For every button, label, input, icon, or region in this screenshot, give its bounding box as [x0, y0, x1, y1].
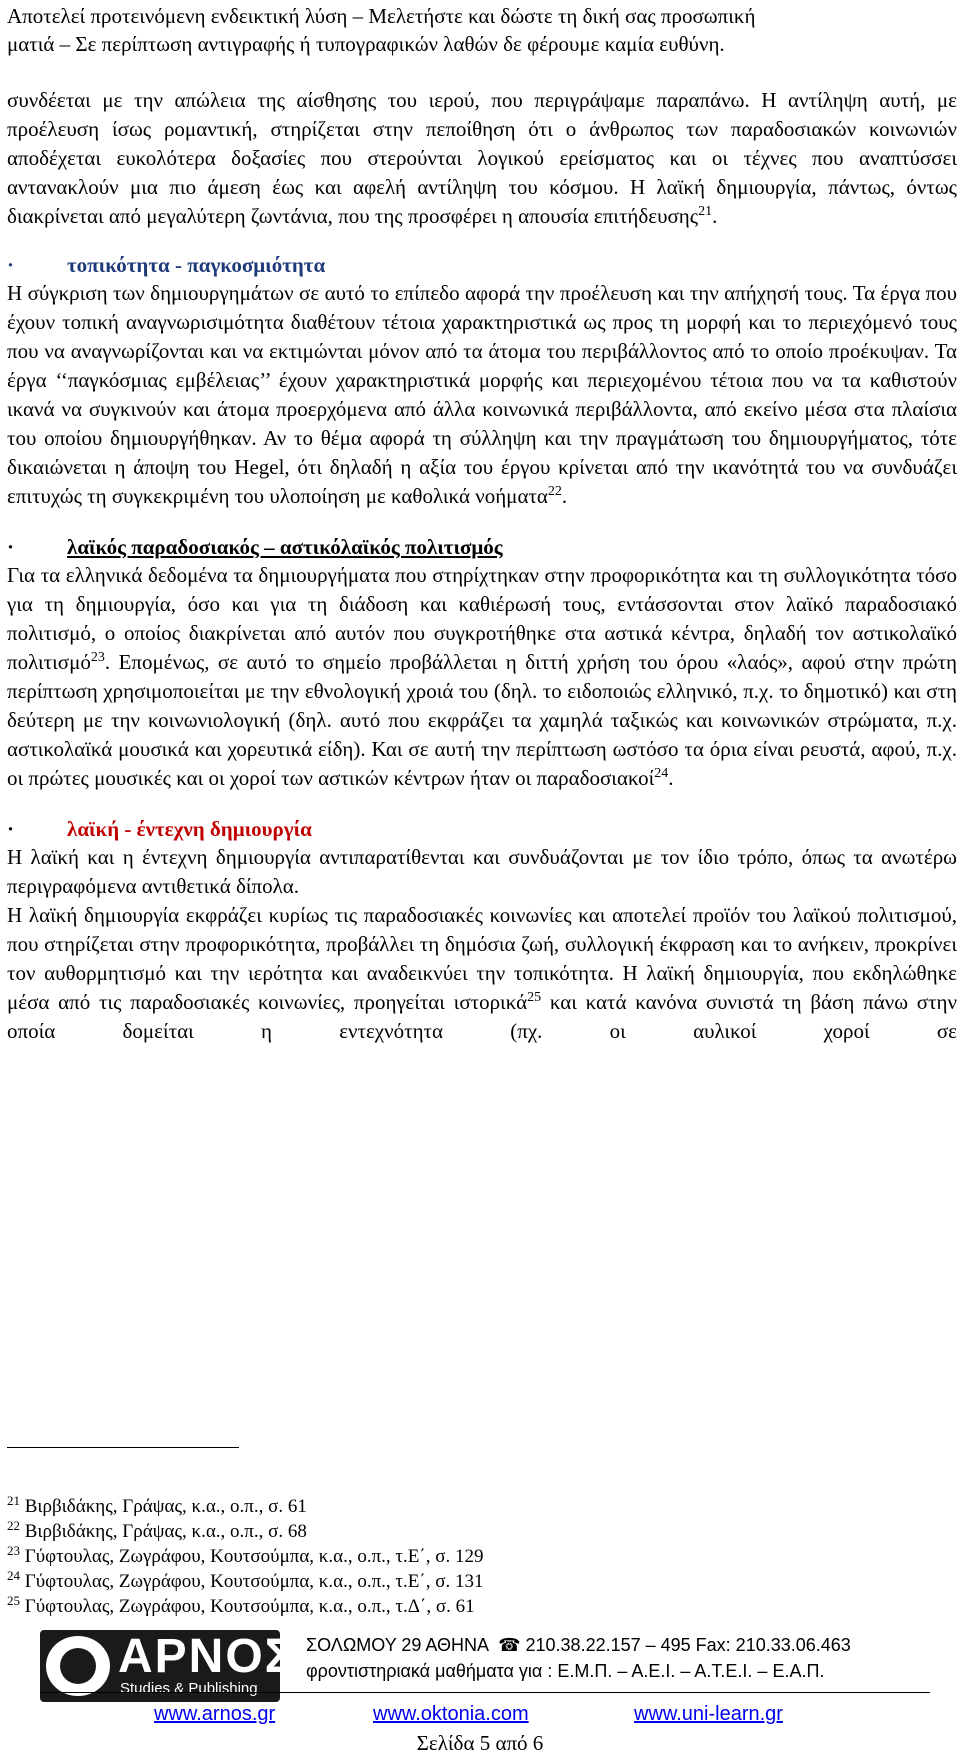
footnote-ref[interactable]: 24: [654, 766, 669, 781]
bullet-icon: ·: [7, 253, 15, 277]
footnote-ref[interactable]: 22: [547, 484, 562, 499]
footnote-ref[interactable]: 23: [90, 650, 105, 665]
courses-line: φροντιστηριακά μαθήματα για : Ε.Μ.Π. – Α.Ε.Ι. – Α.Τ.Ε.Ι. – Ε.Α.Π.: [306, 1661, 825, 1681]
address-phone-line: [306, 1632, 946, 1658]
bullet-icon: ·: [7, 817, 15, 841]
phone-icon: ☎: [498, 1635, 521, 1655]
header-line-2: ματιά – Σε περίπτωση αντιγραφής ή τυπογραφικών λαθών δε φέρουμε καμία ευθύνη.: [7, 32, 725, 56]
section-title: τοπικότητα - παγκοσμιότητα: [67, 253, 326, 277]
section-title: λαϊκός παραδοσιακός – αστικόλαϊκός πολιτισμός: [67, 535, 503, 559]
bullet-icon: ·: [7, 535, 15, 559]
footnote-item: $^{21}$ Βιρβιδάκης, Γράψας, κ.α., ο.π., σ. 61: [7, 1493, 307, 1517]
section-paragraph: Η λαϊκή δημιουργία εκφράζει κυρίως τις παραδοσιακές κοινωνίες και αποτελεί προϊόν του λαϊκού πολιτισμού, που στηρίζεται στην προφορικότητα, προβάλλει τη δημόσια ζωή, συλλογική έκφραση και το ανήκειν, προκρίνει τον αυθορμητισμό και την ιερότητα και αναδεικνύει την τοπικότητα. Η λαϊκή δημιουργία, που εκδηλώθηκε μέσα από τις παραδοσιακές κοινωνίες, προηγείται ιστορικά$^{25}$ και κατά κανόνα συνιστά τη βάση πάνω στην οποία δομείται η εντεχνότητα (πχ. οι αυλικοί χοροί σε: [7, 903, 957, 1043]
footnote-item: $^{24}$ Γύφτουλας, Ζωγράφου, Κουτσούμπα, κ.α., ο.π., τ.Ε΄, σ. 131: [7, 1568, 484, 1592]
link-uni-learn[interactable]: www.uni-learn.gr: [634, 1703, 783, 1725]
address: ΣΟΛΩΜΟΥ 29 ΑΘΗΝΑ: [306, 1635, 489, 1655]
footer-divider: [40, 1692, 930, 1693]
document-body: [7, 86, 957, 1046]
footnote-ref[interactable]: 25: [527, 990, 542, 1005]
footnote-item: $^{23}$ Γύφτουλας, Ζωγράφου, Κουτσούμπα, κ.α., ο.π., τ.Ε΄, σ. 129: [7, 1543, 484, 1567]
header-line-1: Αποτελεί προτεινόμενη ενδεικτική λύση – Μελετήστε και δώστε τη δική σας προσωπική: [7, 4, 756, 28]
arnos-logo-icon: [46, 1636, 110, 1696]
intro-paragraph: συνδέεται με την απώλεια της αίσθησης του ιερού, που περιγράψαμε παραπάνω. Η αντίληψη αυτή, με προέλευση ίσως ρομαντική, στηρίζεται στην πεποίθηση ότι ο άνθρωπος των παραδοσιακών κοινωνιών αποδέχεται ευκολότερα δοξασίες που στερούνται λογικού ερείσματος και οι τέχνες που αναπτύσσει αντανακλούν μια πιο άμεση έως και αφελή αντίληψη του κόσμου. Η λαϊκή δημιουργία, πάντως, όντως διακρίνεται από μεγαλύτερη ζωντάνια, που της προσφέρει η απουσία επιτήδευσης$^{21}$.: [7, 88, 957, 228]
section-paragraph: Η σύγκριση των δημιουργημάτων σε αυτό το επίπεδο αφορά την προέλευση και την απήχησή τους. Τα έργα που έχουν τοπική αναγνωρισιμότητα διαθέτουν τέτοια χαρακτηριστικά ως προς τη μορφή και το περιεχόμενό τους που να αναγνωρίζονται και να εκτιμώνται μόνον από τα άτομα του περιβάλλοντος από το οποίο προέκυψαν. Τα έργα ‘‘παγκόσμιας εμβέλειας’’ έχουν χαρακτηριστικά μορφής και περιεχομένου τέτοια που να τα καθιστούν ικανά να συγκινούν και άτομα προερχόμενα από άλλα κοινωνικά περιβάλλοντα, από εκείνο μέσα στα πλαίσια του οποίου δημιουργήθηκαν. Αν το θέμα αφορά τη σύλληψη και την πραγμάτωση του δημιουργήματος, τότε δικαιώνεται η άποψη του Hegel, ότι δηλαδή η αξία του έργου κρίνεται από την ικανότητά του να συνδυάζει επιτυχώς τη συγκεκριμένη του υλοποίηση με καθολικά νοήματα$^{22}$.: [7, 281, 957, 508]
section-paragraph: Η λαϊκή και η έντεχνη δημιουργία αντιπαρατίθενται και συνδυάζονται με τον ίδιο τρόπο, όπως τα ανωτέρω περιγραφόμενα αντιθετικά δίπολα.: [7, 845, 957, 898]
footnote-item: $^{25}$ Γύφτουλας, Ζωγράφου, Κουτσούμπα, κ.α., ο.π., τ.Δ΄, σ. 61: [7, 1593, 475, 1617]
footnote-ref[interactable]: 21: [698, 204, 713, 219]
section-heading-folk-urban: [7, 533, 957, 561]
link-arnos[interactable]: www.arnos.gr: [154, 1703, 276, 1725]
logo-name: ΑΡΝΟΣ: [118, 1630, 296, 1683]
footnote-item: $^{22}$ Βιρβιδάκης, Γράψας, κ.α., ο.π., σ. 68: [7, 1518, 307, 1542]
footnotes: [7, 1494, 947, 1619]
page-number: Σελίδα 5 από 6: [416, 1731, 544, 1755]
section-heading-folk-art: [7, 815, 957, 843]
link-oktonia[interactable]: www.oktonia.com: [373, 1703, 529, 1725]
footnote-divider: [7, 1447, 239, 1448]
contact-info: [306, 1632, 946, 1684]
logo-tagline: Studies & Publishing: [120, 1680, 258, 1697]
page-header: [7, 2, 947, 58]
section-title: λαϊκή - έντεχνη δημιουργία: [67, 817, 312, 841]
section-paragraph: Για τα ελληνικά δεδομένα τα δημιουργήματα που στηρίχτηκαν στην προφορικότητα και τη συλλογικότητα τόσο για τη δημιουργία, όσο και για τη διάδοση και καθιέρωσή τους, εντάσσονται στον λαϊκό παραδοσιακό πολιτισμό, ο οποίος διακρίνεται από αυτόν που συγκροτήθηκε στα αστικά κέντρα, δηλαδή τον αστικολαϊκό πολιτισμό$^{23}$. Επομένως, σε αυτό το σημείο προβάλλεται η διττή χρήση του όρου «λαός», αφού στην πρώτη περίπτωση χρησιμοποιείται με την εθνολογική χροιά του (δηλ. το ειδοποιώς ελληνικό, π.χ. το δημοτικό) και στη δεύτερη με την κοινωνιολογική (δηλ. αυτό που εκφράζει τα χαμηλά ταξικώς και κοινωνικών στρώματα, π.χ. αστικολαϊκά μουσικά και χορευτικά είδη). Και σε αυτή την περίπτωση ωστόσο τα όρια είναι ρευστά, αφού, π.χ. οι πρώτες μουσικές και οι χοροί των αστικών κέντρων ήταν οι παραδοσιακοί$^{24}$.: [7, 563, 957, 790]
phone-fax: 210.38.22.157 – 495 Fax: 210.33.06.463: [525, 1635, 851, 1655]
footer-links: [0, 1700, 960, 1728]
section-heading-locality: [7, 251, 957, 279]
